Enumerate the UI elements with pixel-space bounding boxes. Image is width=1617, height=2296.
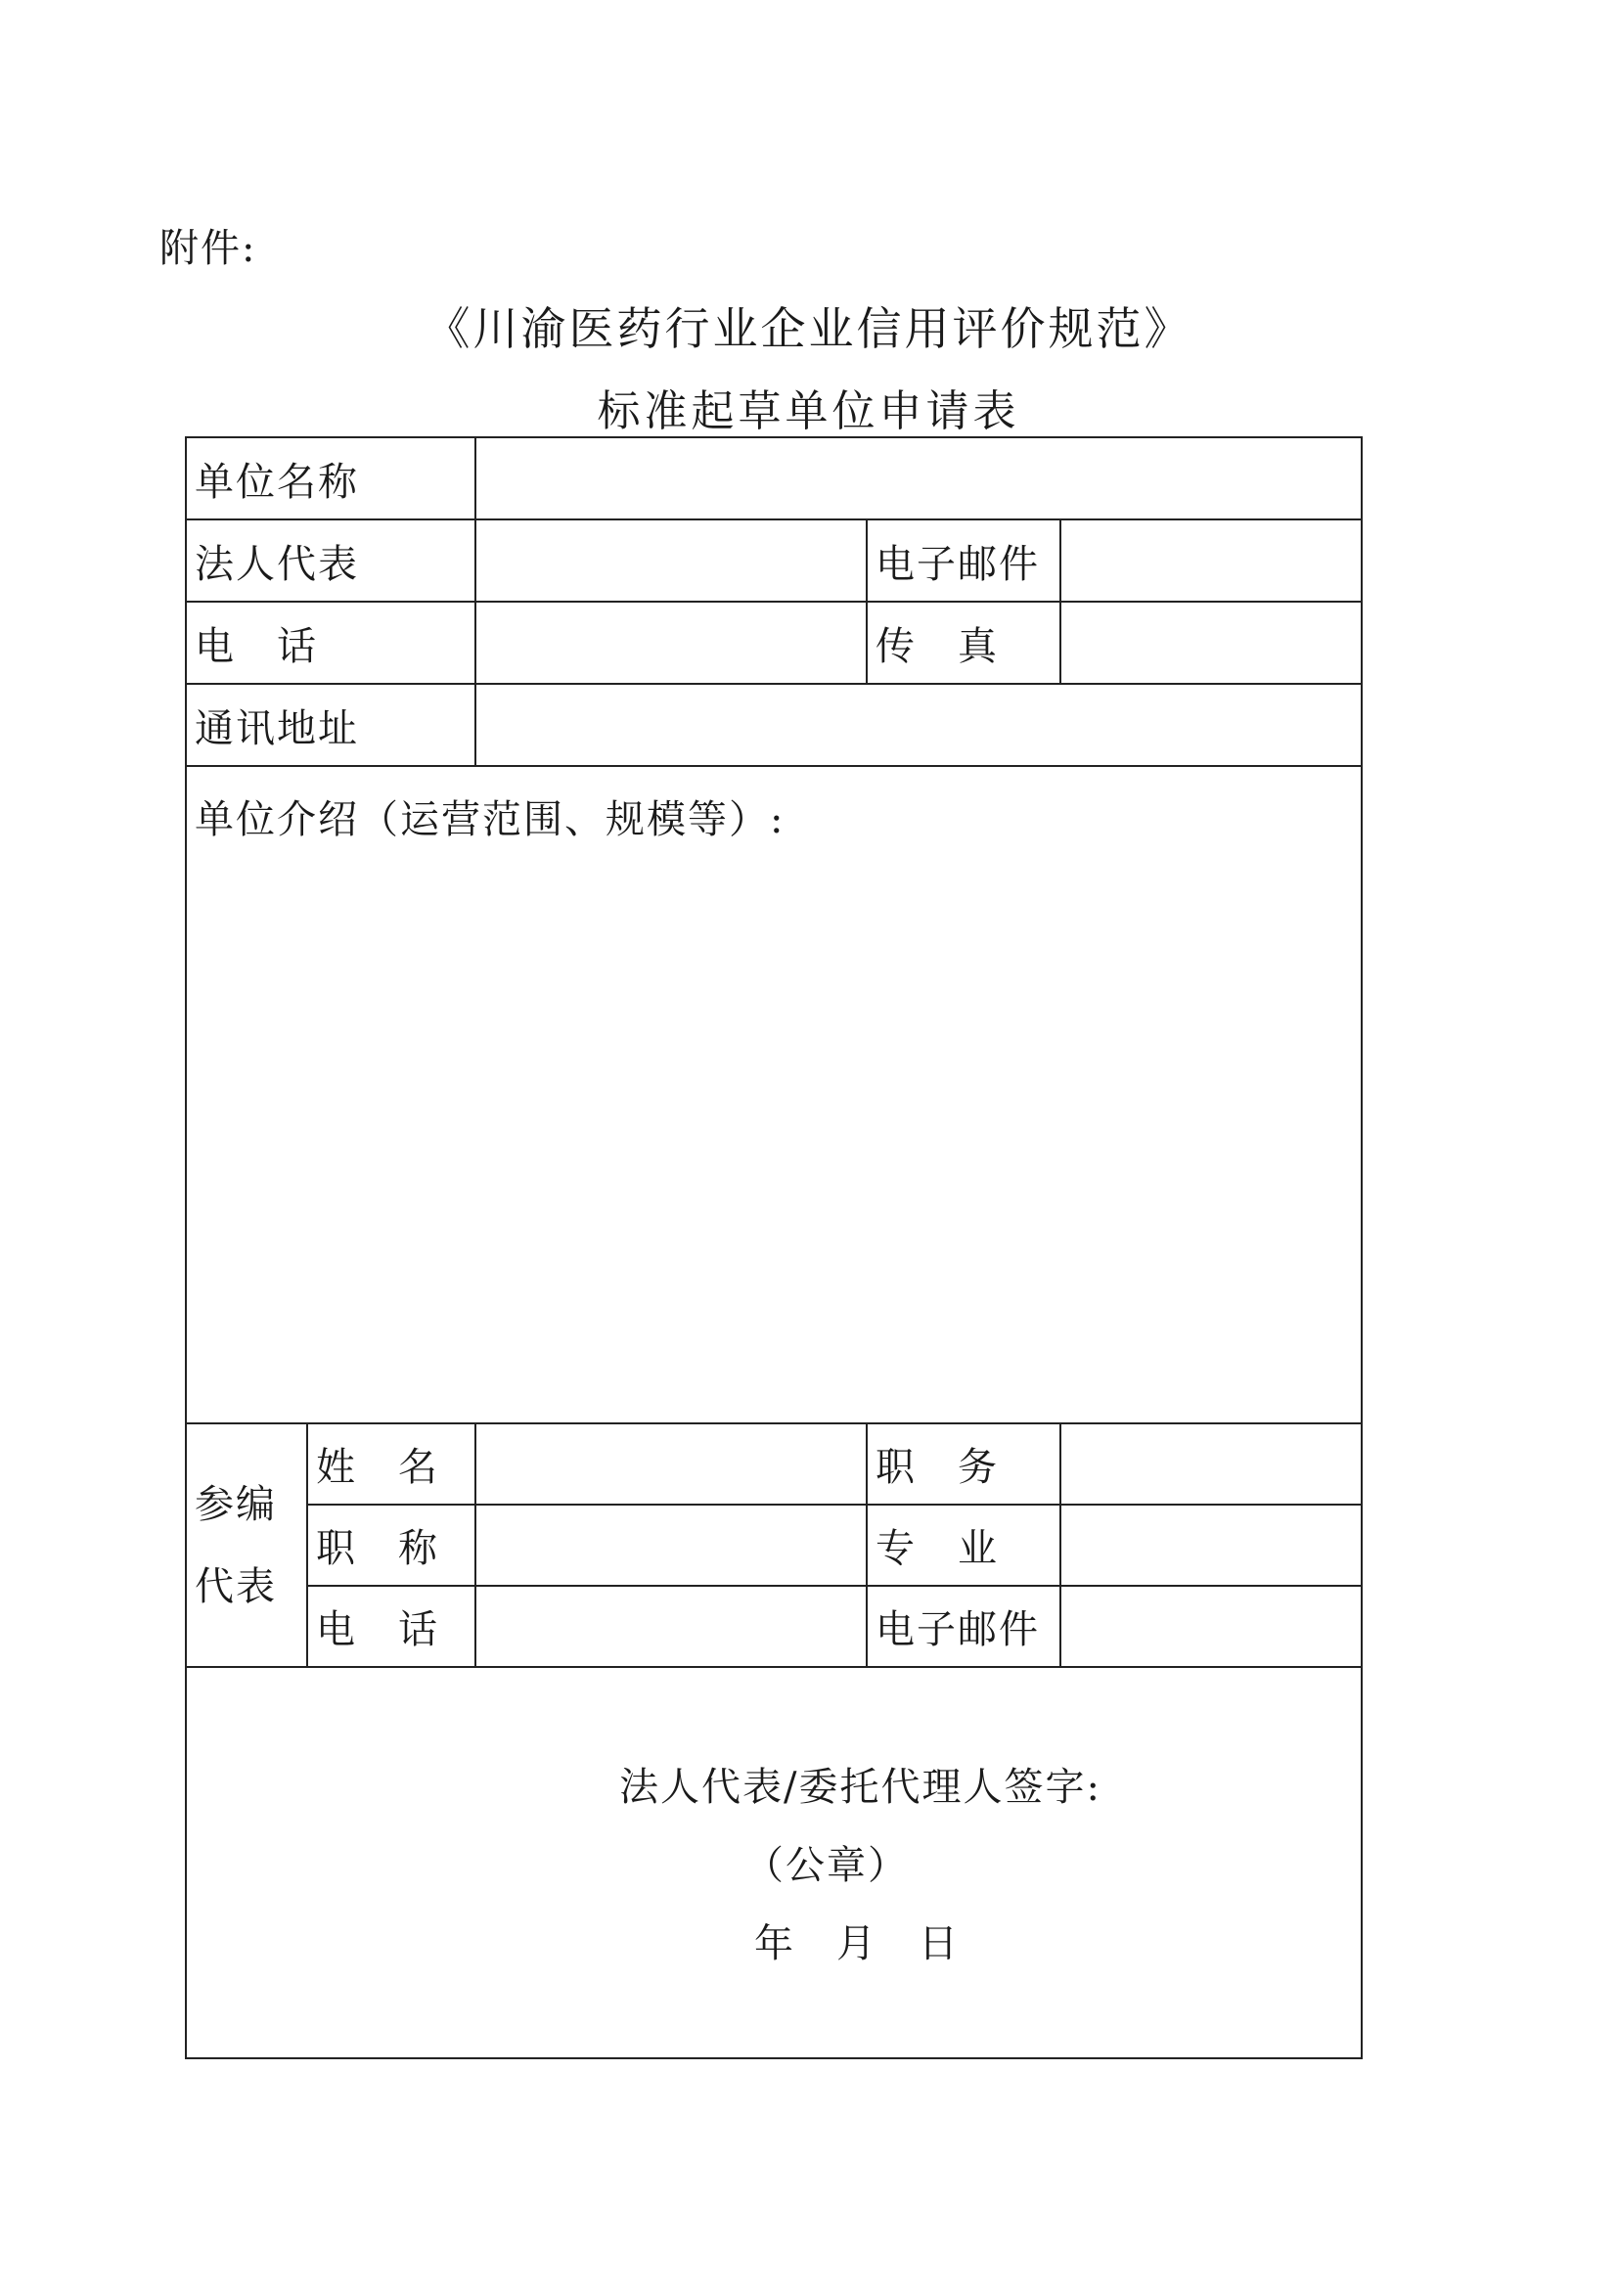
intro-row — [186, 766, 1362, 1423]
address-label: 通讯地址 — [186, 684, 475, 766]
legal-rep-row — [186, 519, 1362, 602]
participant-title-row — [186, 1505, 1362, 1586]
participant-specialty-label: 专 业 — [867, 1505, 1060, 1586]
participant-name-label: 姓 名 — [307, 1423, 475, 1505]
signature-area[interactable] — [186, 1667, 1362, 2058]
fax-field[interactable] — [1060, 602, 1362, 684]
phone-field[interactable] — [475, 602, 867, 684]
participant-name-row — [186, 1423, 1362, 1505]
unit-name-row — [186, 437, 1362, 519]
phone-label: 电 话 — [186, 602, 475, 684]
participant-email-label: 电子邮件 — [867, 1586, 1060, 1667]
legal-rep-field[interactable] — [475, 519, 867, 602]
address-field[interactable] — [475, 684, 1362, 766]
email-field[interactable] — [1060, 519, 1362, 602]
participant-phone-row — [186, 1586, 1362, 1667]
participant-title-field[interactable] — [475, 1505, 867, 1586]
form-subtitle: 标准起草单位申请表 — [597, 386, 1020, 436]
application-form-table — [185, 436, 1363, 2059]
participant-phone-label: 电 话 — [307, 1586, 475, 1667]
date-label: 年 月 日 — [754, 1921, 960, 1966]
attachment-label: 附件: — [159, 226, 257, 271]
signature-row — [186, 1667, 1362, 2058]
participant-title-label: 职 称 — [307, 1505, 475, 1586]
participant-position-field[interactable] — [1060, 1423, 1362, 1505]
legal-rep-label: 法人代表 — [186, 519, 475, 602]
unit-name-label: 单位名称 — [186, 437, 475, 519]
unit-intro-label: 单位介绍（运营范围、规模等）: — [195, 797, 786, 842]
participant-specialty-field[interactable] — [1060, 1505, 1362, 1586]
participant-group-label: 参编代表 — [186, 1423, 307, 1667]
participant-phone-field[interactable] — [475, 1586, 867, 1667]
address-row — [186, 684, 1362, 766]
participant-position-label: 职 务 — [867, 1423, 1060, 1505]
phone-row — [186, 602, 1362, 684]
fax-label: 传 真 — [867, 602, 1060, 684]
unit-name-field[interactable] — [475, 437, 1362, 519]
document-title: 《川渝医药行业企业信用评价规范》 — [425, 302, 1192, 355]
participant-email-field[interactable] — [1060, 1586, 1362, 1667]
seal-label: （公章） — [744, 1843, 909, 1888]
email-label: 电子邮件 — [867, 519, 1060, 602]
participant-name-field[interactable] — [475, 1423, 867, 1505]
signature-label: 法人代表/委托代理人签字: — [619, 1765, 1101, 1810]
unit-intro-field[interactable] — [186, 766, 1362, 1423]
